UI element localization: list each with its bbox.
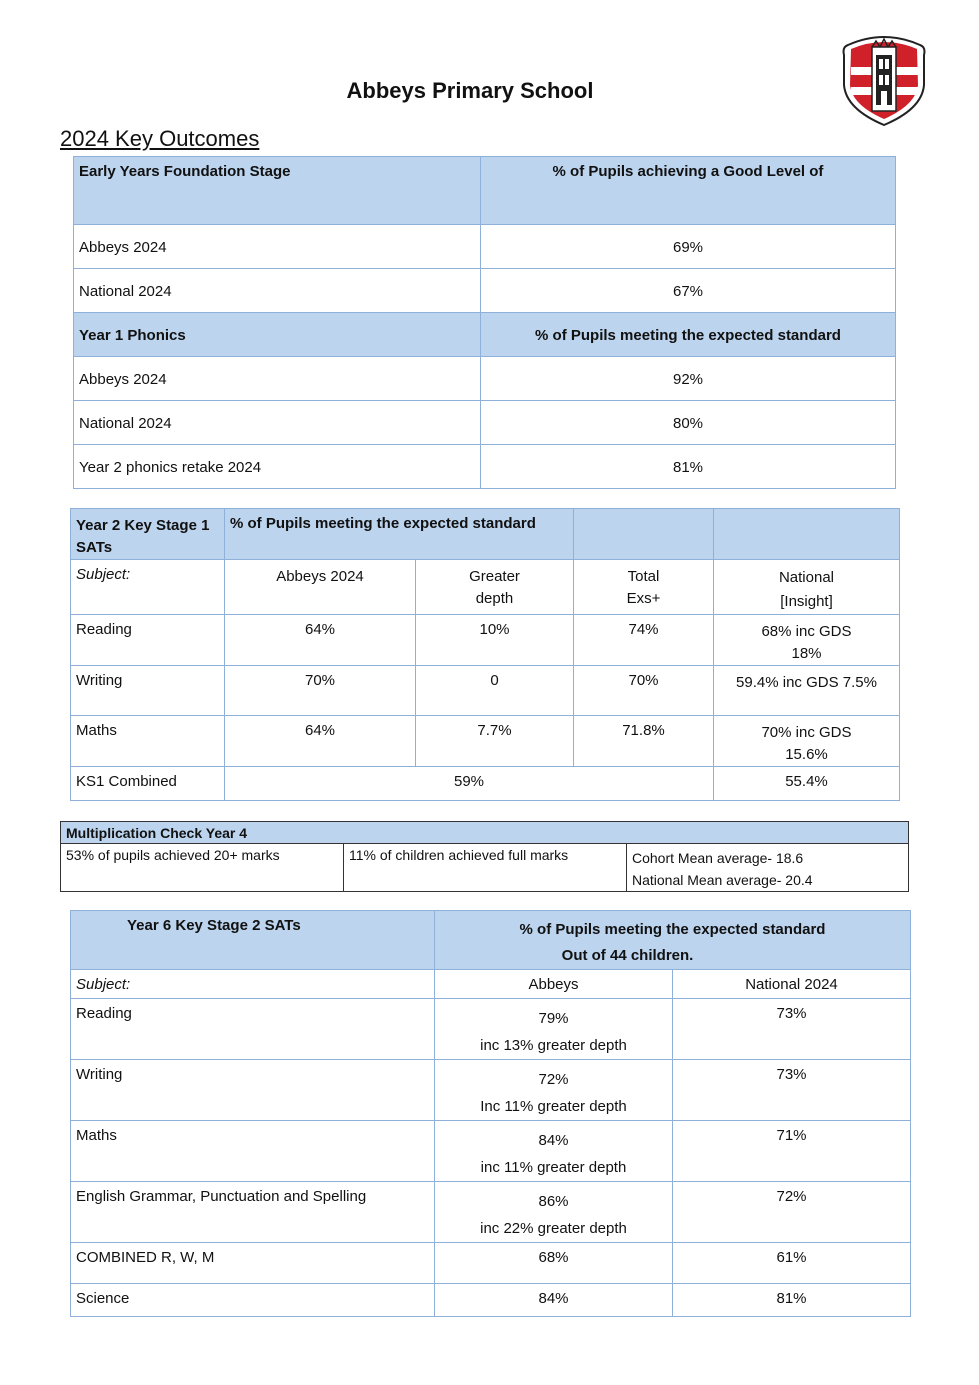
- ks1-header-title: Year 2 Key Stage 1 SATs: [71, 509, 225, 560]
- ks2-row-greater-depth: inc 11% greater depth: [480, 1159, 627, 1176]
- ks2-row-subject: Writing: [71, 1060, 435, 1121]
- ks2-header-line2: Out of 44 children.: [561, 947, 694, 964]
- ks1-row-total: 74%: [574, 615, 714, 666]
- ks1-row-greater: 10%: [416, 615, 574, 666]
- ks1-combined-value: 59%: [225, 767, 714, 801]
- school-crest-icon: [838, 33, 930, 127]
- mtc-cohort-mean: Cohort Mean average- 18.6: [632, 850, 804, 866]
- ks1-col-national: National [Insight]: [714, 560, 900, 615]
- phonics-row-label: National 2024: [74, 401, 481, 445]
- phonics-row-value: 92%: [481, 357, 896, 401]
- ks2-table: [70, 910, 911, 1317]
- ks1-row-abbeys: 64%: [225, 716, 416, 767]
- ks2-row-subject: COMBINED R, W, M: [71, 1243, 435, 1284]
- ks2-subject-label: Subject:: [71, 970, 435, 999]
- school-name: Abbeys Primary School: [346, 78, 594, 103]
- ks2-col-national: National 2024: [673, 970, 911, 999]
- ks1-header-empty: [714, 509, 900, 560]
- phonics-header-title: Year 1 Phonics: [74, 313, 481, 357]
- ks2-row-abbeys: 84%: [435, 1284, 673, 1317]
- eyfs-row-value: 67%: [481, 269, 896, 313]
- ks2-col-abbeys: Abbeys: [435, 970, 673, 999]
- ks2-row-national: 73%: [673, 1060, 911, 1121]
- ks2-header-percent: [435, 911, 911, 970]
- phonics-header-percent: % of Pupils meeting the expected standard: [481, 313, 896, 357]
- ks2-row-national: 71%: [673, 1121, 911, 1182]
- ks2-row-abbeys: [435, 1121, 673, 1182]
- ks2-row-subject: Science: [71, 1284, 435, 1317]
- ks2-row-abbeys-value: 72%: [538, 1071, 569, 1088]
- ks1-row-subject: Writing: [71, 666, 225, 716]
- ks1-row-national: 59.4% inc GDS 7.5%: [714, 666, 900, 716]
- ks1-row-total: 71.8%: [574, 716, 714, 767]
- eyfs-header-stage: Early Years Foundation Stage: [74, 157, 481, 225]
- mtc-full-marks: 11% of children achieved full marks: [344, 844, 627, 892]
- ks1-row-greater: 0: [416, 666, 574, 716]
- mtc-mean-averages: [627, 844, 909, 892]
- ks2-row-abbeys-value: 79%: [538, 1010, 569, 1027]
- ks2-header-line1: % of Pupils meeting the expected standard: [519, 921, 826, 938]
- ks1-row-total: 70%: [574, 666, 714, 716]
- phonics-row-value: 81%: [481, 445, 896, 489]
- eyfs-row-label: Abbeys 2024: [74, 225, 481, 269]
- ks1-col-abbeys: Abbeys 2024: [225, 560, 416, 615]
- eyfs-phonics-table: [73, 156, 896, 489]
- eyfs-header-percent: % of Pupils achieving a Good Level of: [481, 157, 896, 225]
- page-subtitle: 2024 Key Outcomes: [60, 126, 260, 151]
- ks1-header-empty: [574, 509, 714, 560]
- ks1-row-national: 68% inc GDS 18%: [714, 615, 900, 666]
- ks2-row-subject: Reading: [71, 999, 435, 1060]
- ks2-row-abbeys-value: 84%: [538, 1132, 569, 1149]
- ks2-row-national: 73%: [673, 999, 911, 1060]
- mtc-national-mean: National Mean average- 20.4: [632, 872, 813, 888]
- ks2-row-abbeys: [435, 999, 673, 1060]
- eyfs-row-label: National 2024: [74, 269, 481, 313]
- mtc-title: Multiplication Check Year 4: [61, 822, 909, 844]
- ks1-combined-national: 55.4%: [714, 767, 900, 801]
- mtc-pupils-20-plus: 53% of pupils achieved 20+ marks: [61, 844, 344, 892]
- ks2-row-greater-depth: inc 13% greater depth: [480, 1037, 627, 1054]
- ks2-header-title: Year 6 Key Stage 2 SATs: [71, 911, 435, 970]
- ks1-table: [70, 508, 900, 801]
- phonics-row-label: Abbeys 2024: [74, 357, 481, 401]
- ks1-row-abbeys: 64%: [225, 615, 416, 666]
- ks1-col-total: Total Exs+: [574, 560, 714, 615]
- ks1-row-subject: Reading: [71, 615, 225, 666]
- ks2-row-abbeys: [435, 1182, 673, 1243]
- ks2-row-national: 61%: [673, 1243, 911, 1284]
- ks2-row-abbeys: [435, 1060, 673, 1121]
- eyfs-row-value: 69%: [481, 225, 896, 269]
- ks1-row-subject: Maths: [71, 716, 225, 767]
- ks2-row-subject: English Grammar, Punctuation and Spelling: [71, 1182, 435, 1243]
- ks1-col-greater-depth: Greater depth: [416, 560, 574, 615]
- ks1-header-percent: % of Pupils meeting the expected standard: [225, 509, 574, 560]
- ks2-row-abbeys-value: 86%: [538, 1193, 569, 1210]
- ks2-row-greater-depth: inc 22% greater depth: [480, 1220, 627, 1237]
- ks2-row-abbeys: 68%: [435, 1243, 673, 1284]
- ks1-row-abbeys: 70%: [225, 666, 416, 716]
- ks2-row-subject: Maths: [71, 1121, 435, 1182]
- phonics-row-value: 80%: [481, 401, 896, 445]
- ks1-row-greater: 7.7%: [416, 716, 574, 767]
- ks1-subject-label: Subject:: [71, 560, 225, 615]
- ks1-row-national: 70% inc GDS 15.6%: [714, 716, 900, 767]
- multiplication-check-table: [60, 821, 909, 892]
- phonics-row-label: Year 2 phonics retake 2024: [74, 445, 481, 489]
- ks2-row-national: 81%: [673, 1284, 911, 1317]
- ks2-row-national: 72%: [673, 1182, 911, 1243]
- ks1-combined-label: KS1 Combined: [71, 767, 225, 801]
- ks2-row-greater-depth: Inc 11% greater depth: [480, 1098, 627, 1115]
